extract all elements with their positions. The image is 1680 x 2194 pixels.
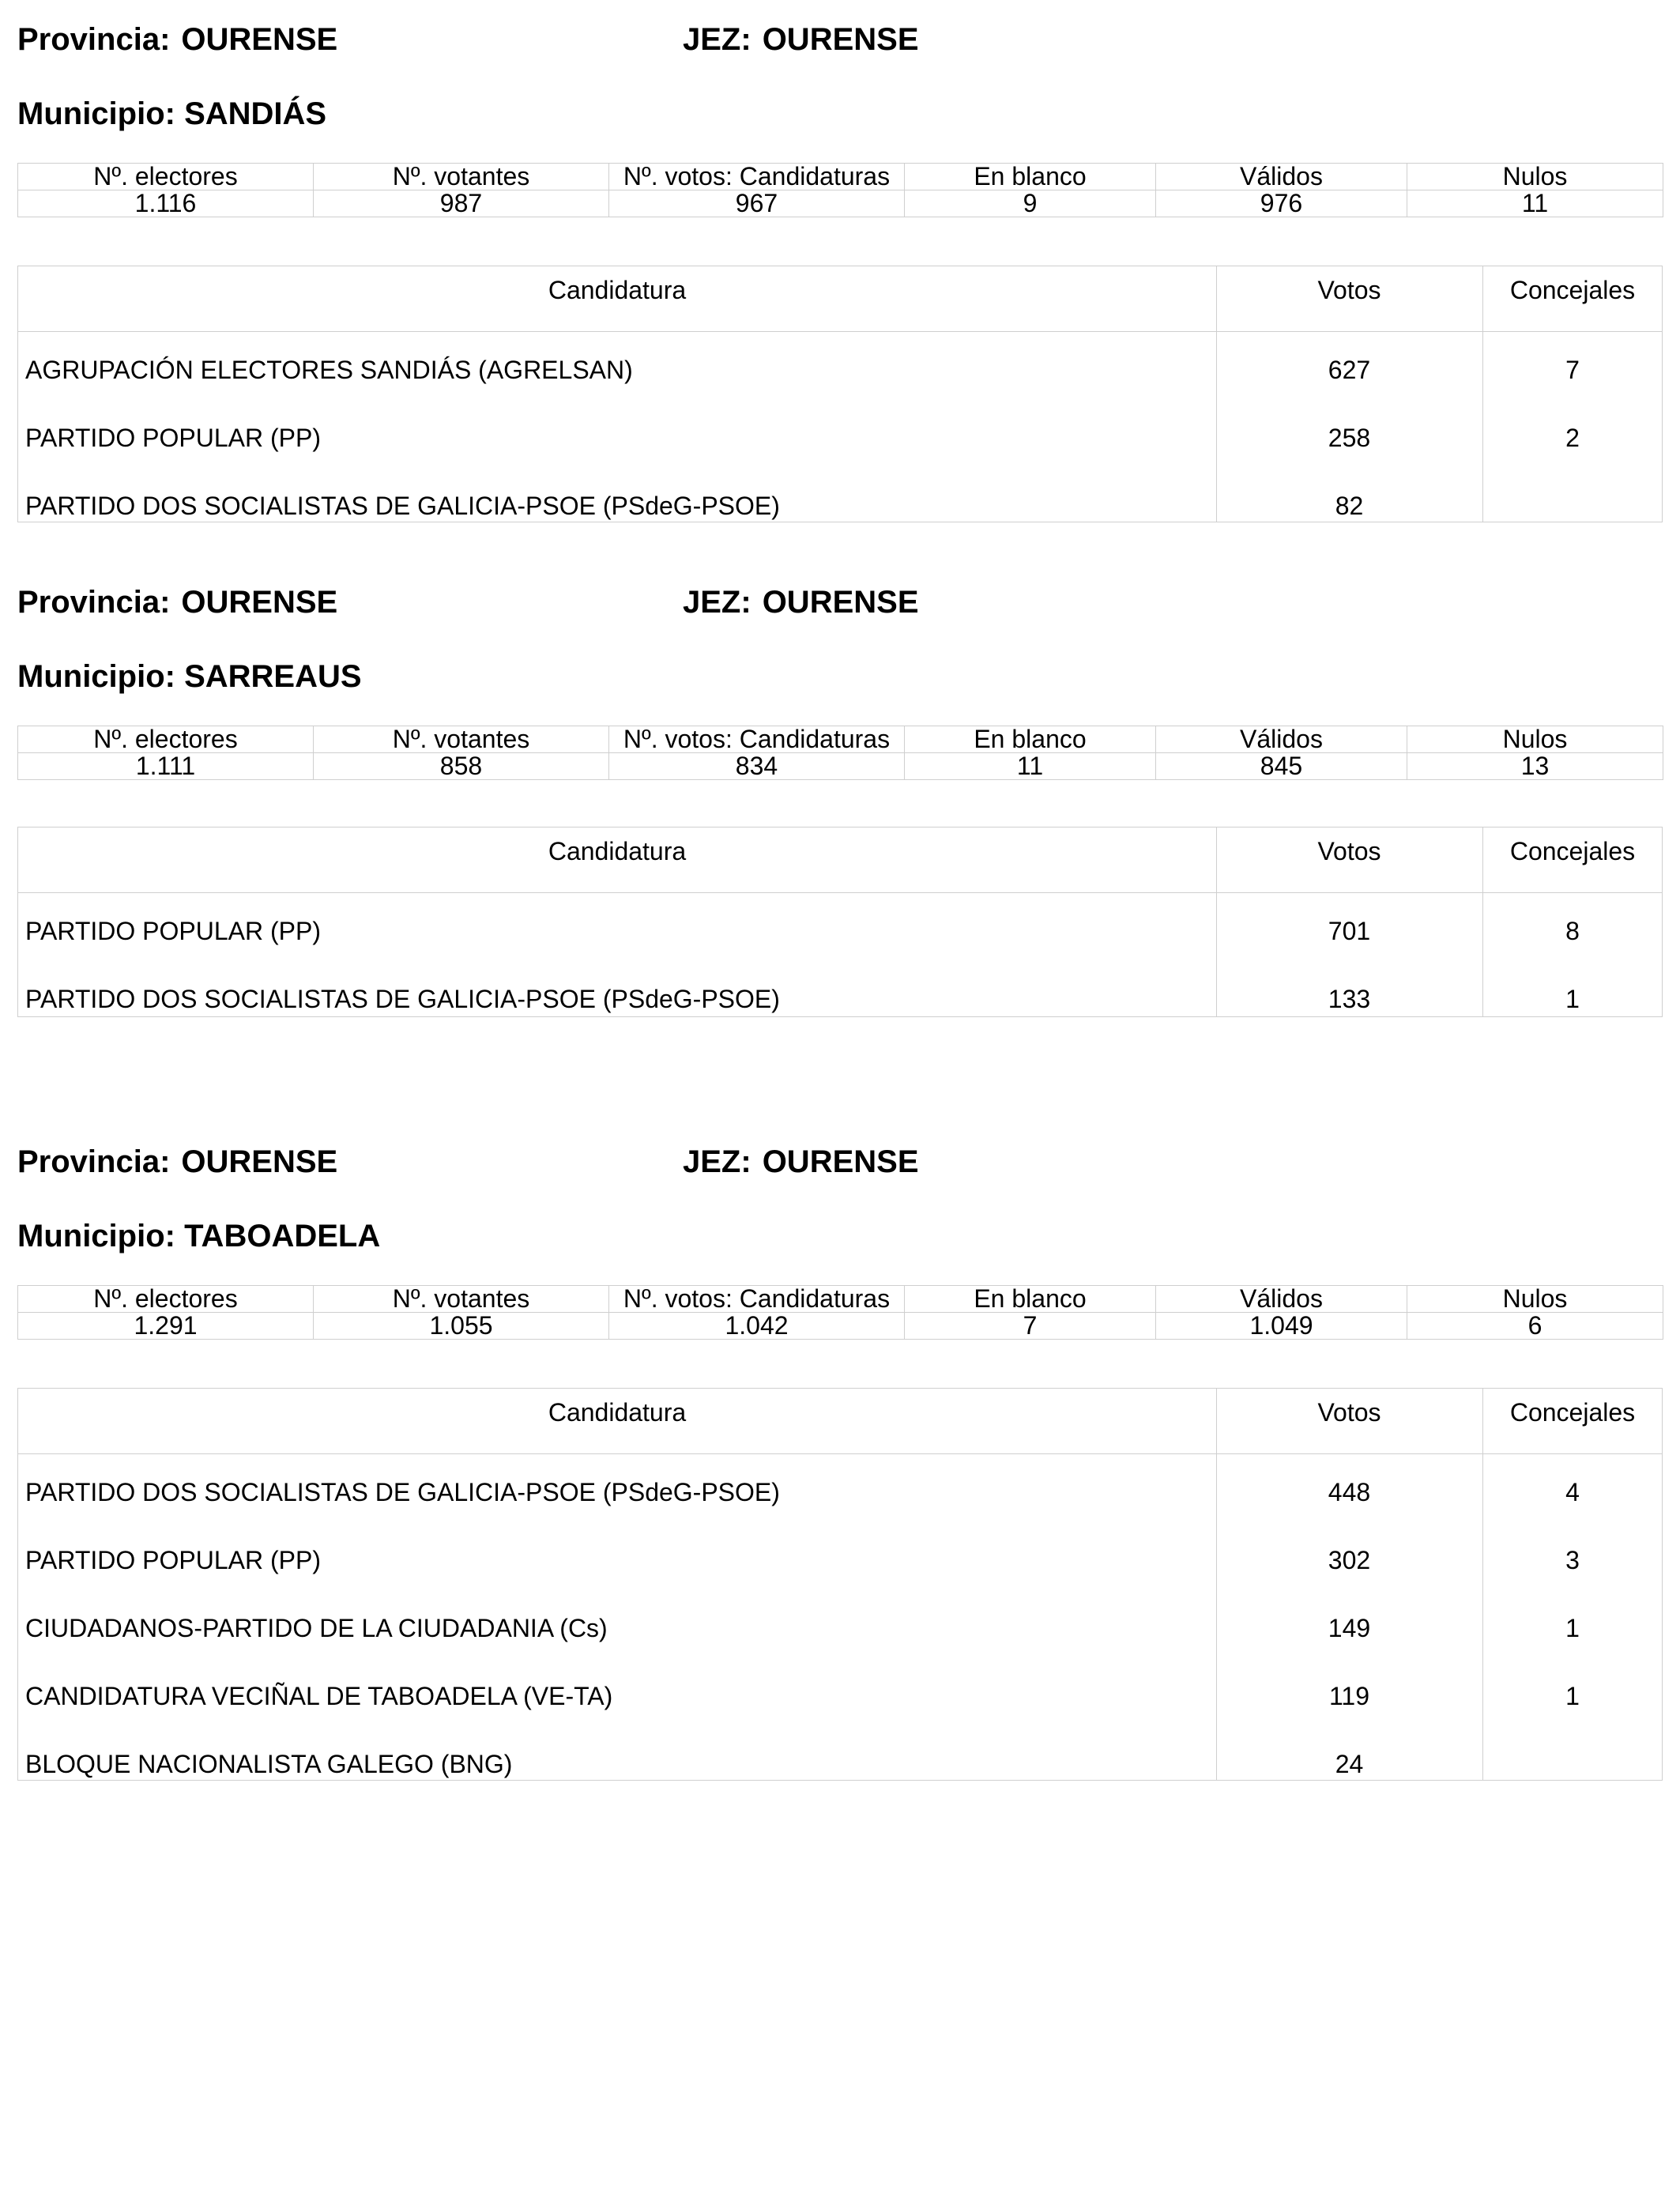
candidate-name: PARTIDO POPULAR (PP) [25, 424, 321, 452]
header-candidatura: Candidatura [548, 837, 687, 865]
candidate-name: BLOQUE NACIONALISTA GALEGO (BNG) [25, 1750, 513, 1778]
candidate-concejales: 1 [1565, 1682, 1580, 1710]
header-concejales: Concejales [1509, 1398, 1636, 1427]
jez-value: OURENSE [762, 585, 919, 620]
table-row [18, 1590, 1662, 1658]
jez-label: JEZ: [683, 22, 751, 57]
table-row [18, 961, 1662, 1016]
candidatura-header-row [18, 1389, 1662, 1454]
table-row [18, 468, 1662, 522]
candidatura-table [17, 266, 1663, 522]
municipio-value: SARREAUS [184, 659, 362, 694]
jez-heading [683, 24, 919, 55]
stats-value-votos-candidaturas: 1.042 [609, 1313, 905, 1340]
stats-value-validos: 845 [1156, 753, 1407, 780]
jez-heading [683, 1146, 919, 1178]
stats-value-en-blanco: 7 [905, 1313, 1156, 1340]
stats-table [17, 1285, 1663, 1340]
header-candidatura: Candidatura [548, 276, 687, 304]
stats-header-en-blanco: En blanco [905, 164, 1156, 190]
table-row [18, 893, 1662, 961]
table-row [18, 400, 1662, 468]
stats-value-votantes: 987 [314, 190, 609, 217]
candidate-votes: 627 [1328, 356, 1371, 384]
stats-header-en-blanco: En blanco [905, 726, 1156, 753]
stats-value-row [18, 190, 1663, 217]
municipio-value: SANDIÁS [184, 96, 327, 131]
candidate-name: PARTIDO DOS SOCIALISTAS DE GALICIA-PSOE (PSdeG-PSOE) [25, 985, 780, 1013]
candidate-concejales: 2 [1565, 424, 1580, 452]
stats-header-en-blanco: En blanco [905, 1286, 1156, 1313]
candidate-concejales: 8 [1565, 917, 1580, 945]
candidatura-table [17, 1388, 1663, 1781]
candidate-votes: 701 [1328, 917, 1371, 945]
candidate-votes: 258 [1328, 424, 1371, 452]
provincia-value: OURENSE [181, 1144, 338, 1179]
stats-value-votos-candidaturas: 834 [609, 753, 905, 780]
candidate-name: CIUDADANOS-PARTIDO DE LA CIUDADANIA (Cs) [25, 1614, 608, 1642]
stats-header-nulos: Nulos [1407, 164, 1663, 190]
stats-header-votos-candidaturas: Nº. votos: Candidaturas [609, 1286, 905, 1313]
provincia-heading [17, 586, 337, 618]
stats-header-votantes: Nº. votantes [314, 726, 609, 753]
header-votos: Votos [1317, 1398, 1381, 1427]
stats-value-electores: 1.291 [18, 1313, 314, 1340]
municipio-heading [17, 661, 362, 692]
table-row [18, 332, 1662, 400]
candidate-concejales: 1 [1565, 1614, 1580, 1642]
header-votos: Votos [1317, 837, 1381, 865]
header-votos: Votos [1317, 276, 1381, 304]
candidatura-body [18, 332, 1662, 522]
stats-header-validos: Válidos [1156, 164, 1407, 190]
header-candidatura: Candidatura [548, 1398, 687, 1427]
stats-value-row [18, 1313, 1663, 1340]
jez-label: JEZ: [683, 1144, 751, 1179]
stats-header-row [18, 1286, 1663, 1313]
stats-header-validos: Válidos [1156, 1286, 1407, 1313]
stats-value-en-blanco: 11 [905, 753, 1156, 780]
stats-header-electores: Nº. electores [18, 1286, 314, 1313]
table-row [18, 1726, 1662, 1780]
table-row [18, 1522, 1662, 1590]
candidate-name: AGRUPACIÓN ELECTORES SANDIÁS (AGRELSAN) [25, 356, 633, 384]
provincia-heading [17, 1146, 337, 1178]
municipio-heading [17, 1220, 380, 1252]
stats-value-nulos: 11 [1407, 190, 1663, 217]
municipio-value: TABOADELA [184, 1219, 381, 1253]
candidate-concejales: 4 [1565, 1478, 1580, 1506]
stats-header-nulos: Nulos [1407, 726, 1663, 753]
municipio-label: Municipio: [17, 96, 175, 131]
stats-value-nulos: 13 [1407, 753, 1663, 780]
candidatura-header-row [18, 827, 1662, 893]
jez-value: OURENSE [762, 1144, 919, 1179]
provincia-value: OURENSE [181, 585, 338, 620]
candidate-votes: 448 [1328, 1478, 1371, 1506]
stats-value-electores: 1.116 [18, 190, 314, 217]
provincia-heading [17, 24, 337, 55]
stats-header-validos: Válidos [1156, 726, 1407, 753]
candidate-concejales: 7 [1565, 356, 1580, 384]
candidatura-body [18, 893, 1662, 1016]
candidate-votes: 149 [1328, 1614, 1371, 1642]
stats-value-votantes: 1.055 [314, 1313, 609, 1340]
jez-heading [683, 586, 919, 618]
stats-header-votantes: Nº. votantes [314, 164, 609, 190]
stats-header-row [18, 726, 1663, 753]
stats-value-row [18, 753, 1663, 780]
provincia-value: OURENSE [181, 22, 338, 57]
stats-header-row [18, 164, 1663, 190]
candidate-concejales: 3 [1565, 1546, 1580, 1574]
stats-value-validos: 976 [1156, 190, 1407, 217]
provincia-label: Provincia: [17, 585, 171, 620]
stats-header-votos-candidaturas: Nº. votos: Candidaturas [609, 726, 905, 753]
stats-header-votos-candidaturas: Nº. votos: Candidaturas [609, 164, 905, 190]
candidatura-table [17, 827, 1663, 1017]
stats-value-nulos: 6 [1407, 1313, 1663, 1340]
candidate-votes: 119 [1328, 1682, 1369, 1710]
table-row [18, 1454, 1662, 1522]
provincia-label: Provincia: [17, 22, 171, 57]
stats-header-votantes: Nº. votantes [314, 1286, 609, 1313]
header-concejales: Concejales [1509, 276, 1636, 304]
municipio-label: Municipio: [17, 659, 175, 694]
stats-header-electores: Nº. electores [18, 164, 314, 190]
provincia-label: Provincia: [17, 1144, 171, 1179]
stats-value-validos: 1.049 [1156, 1313, 1407, 1340]
stats-table [17, 726, 1663, 780]
candidate-name: PARTIDO DOS SOCIALISTAS DE GALICIA-PSOE (PSdeG-PSOE) [25, 1478, 780, 1506]
candidate-votes: 133 [1328, 985, 1371, 1013]
stats-table [17, 163, 1663, 217]
candidate-name: PARTIDO POPULAR (PP) [25, 1546, 321, 1574]
candidate-name: PARTIDO POPULAR (PP) [25, 917, 321, 945]
candidate-votes: 302 [1328, 1546, 1371, 1574]
candidate-name: CANDIDATURA VECIÑAL DE TABOADELA (VE-TA) [25, 1682, 613, 1710]
stats-value-electores: 1.111 [18, 753, 314, 780]
candidate-votes: 24 [1335, 1750, 1364, 1778]
municipio-label: Municipio: [17, 1219, 175, 1253]
candidate-votes: 82 [1335, 492, 1364, 520]
jez-value: OURENSE [762, 22, 919, 57]
stats-value-votantes: 858 [314, 753, 609, 780]
candidatura-body [18, 1454, 1662, 1780]
stats-value-votos-candidaturas: 967 [609, 190, 905, 217]
table-row [18, 1658, 1662, 1726]
stats-value-en-blanco: 9 [905, 190, 1156, 217]
stats-header-electores: Nº. electores [18, 726, 314, 753]
candidatura-header-row [18, 266, 1662, 332]
municipio-heading [17, 98, 326, 130]
candidate-name: PARTIDO DOS SOCIALISTAS DE GALICIA-PSOE (PSdeG-PSOE) [25, 492, 780, 520]
header-concejales: Concejales [1509, 837, 1636, 865]
jez-label: JEZ: [683, 585, 751, 620]
candidate-concejales: 1 [1565, 985, 1580, 1013]
stats-header-nulos: Nulos [1407, 1286, 1663, 1313]
